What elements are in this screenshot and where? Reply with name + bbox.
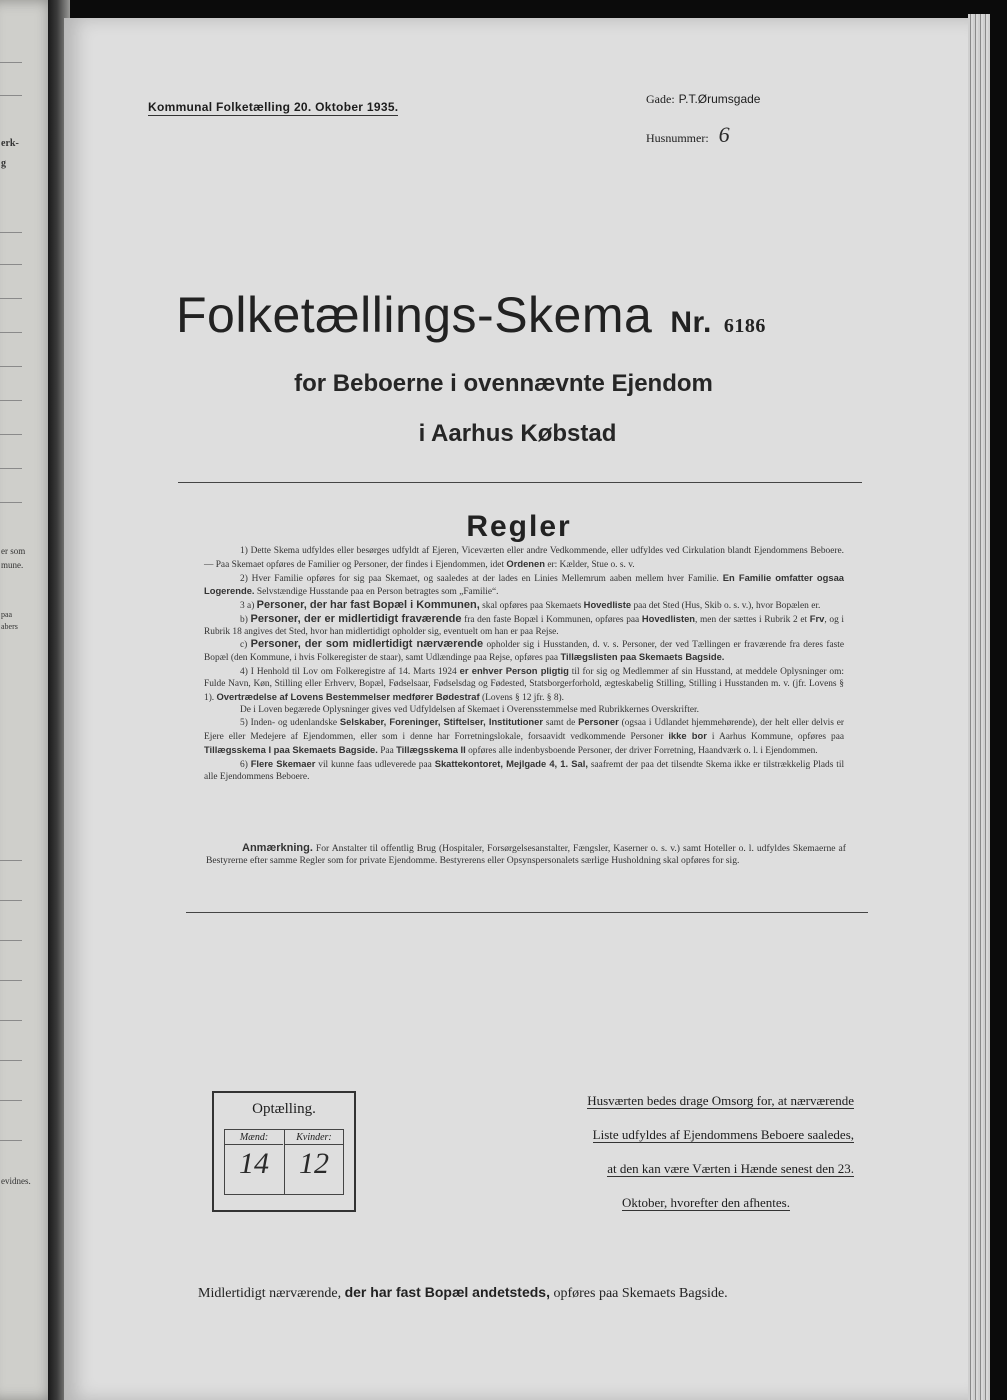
notice-line: at den kan være Værten i Hænde senest den 23. [607,1161,854,1176]
rule-text: , og i Rubrik 18 angives det Sted, hvor han midlertidigt opholder sig, eventuelt om han er paa Rejse. [204,614,845,637]
rule-text: (Lovens § 12 jfr. § 8). [481,692,564,703]
rule-text: vil kunne faas udleverede paa [318,759,432,770]
form-title-main: Folketællings-Skema [176,287,653,343]
street-field [646,92,760,107]
count-men-column [225,1130,283,1194]
count-women-label: Kvinder: [285,1132,343,1145]
left-rule [0,1140,22,1141]
rule-text: fra den faste Bopæl i Kommunen, opføres paa [464,614,640,625]
left-fragment: erk- [1,138,19,149]
rule-3b [204,613,844,639]
rule-emphasis: Personer, der har fast Bopæl i Kommunen, [256,599,480,612]
count-box-table [224,1129,344,1195]
rule-text: skal opføres paa Skemaets [482,601,582,612]
rule-4-note [204,705,844,717]
notice-line: Liste udfyldes af Ejendommens Beboere saaledes, [592,1127,854,1142]
count-men-label: Mænd: [225,1132,283,1145]
rule-2 [204,572,844,600]
footer-text: opføres paa Skemaets Bagside. [553,1286,728,1301]
rule-text: (ogsaa i Udlandet hjemmehørende), der helt eller delvis er Ejere eller Medejere af Ejendommen, eller som i denne har Forretningslokale, forsaavidt vedkommende Personer [204,718,845,743]
page-edges [968,14,990,1400]
rule-emphasis: Personer [578,716,619,728]
rules-heading: Regler [466,510,572,543]
rule-text: opføres alle indenbysboende Personer, der driver Forretning, Haandværk o. l. i Ejendommen. [468,745,818,756]
form-title [176,286,766,344]
rule-emphasis: Frv [809,612,825,624]
rule-3a [204,599,844,613]
left-fragment: abers [1,622,18,631]
annotation-note [206,842,846,867]
left-rule [0,264,22,265]
rule-text: c) [240,639,248,650]
footer-text: Midlertidigt nærværende, [198,1286,342,1301]
count-women-column [284,1130,343,1194]
left-rule [0,900,22,901]
left-rule [0,400,22,401]
rule-text: b) [240,614,248,625]
form-nr-label: Nr. [670,306,712,339]
rule-emphasis: Overtrædelse af Lovens Bestemmelser medfører Bødestraf [216,690,480,702]
divider-top [178,482,862,483]
rule-text: saafremt der paa det tilsendte Skema ikke er tilstrækkelig Plads til alle Ejendommens Beboere. [204,759,845,782]
left-fragment: paa [1,610,13,619]
left-rule [0,1100,22,1101]
rule-text: 4) I Henhold til Lov om Folkeregistre af 14. Marts 1924 [240,667,457,678]
left-fragment: er som [1,546,26,556]
rule-3c [204,639,844,666]
left-rule [0,468,22,469]
rule-text: til for sig og Medlemmer af sin Husstand, at meddele Oplysninger om: Fulde Navn, Køn, Stilling eller Erhverv, Bopæl, Fødselsaar, Fødselsdag og Fødested, Statsborgerforhold, ægteskabelig Stilling, Stilling i Husstanden m. v. (jfr. Lovens § 1). [204,667,845,703]
rule-text: er: Kælder, Stue o. s. v. [547,559,635,570]
left-rule [0,62,22,63]
left-rule [0,366,22,367]
rule-emphasis: Personer, der som midlertidigt nærværende [250,637,484,650]
count-women-value: 12 [299,1147,329,1180]
left-rule [0,332,22,333]
rule-emphasis: Flere Skemaer [250,757,316,769]
divider-bottom [186,912,868,913]
rule-emphasis: Tillægsskema II [396,743,466,755]
footer-instruction [198,1284,728,1302]
left-rule [0,232,22,233]
left-fragment: g [1,158,6,169]
left-rule [0,1020,22,1021]
census-header: Kommunal Folketælling 20. Oktober 1935. [148,100,399,114]
rule-emphasis: Hovedlisten [641,612,696,624]
rule-4 [204,665,844,704]
rule-text: De i Loven begærede Oplysninger gives ved Udfyldelsen af Skemaet i Overensstemmelse med Rubrikkernes Overskrifter. [240,704,699,715]
rule-6 [204,758,844,784]
left-fragment: mune. [1,560,24,570]
rule-text: opholder sig i Husstanden, d. v. s. Personer, der ved Tællingen er fraværende fra deres faste Bopæl (den Kommune, i hvis Folkeregister de staar), samt Udlændinge paa Rejse, opføres paa [204,639,845,664]
left-rule [0,940,22,941]
rule-text: 5) Inden- og udenlandske [240,718,338,729]
left-rule [0,980,22,981]
left-rule [0,298,22,299]
rule-text: 6) [240,759,248,770]
count-box-heading: Optælling. [252,1101,316,1117]
rule-emphasis: En Familie omfatter ogsaa Logerende. [204,571,844,597]
rule-emphasis: Personer, der er midlertidigt fraværende [250,612,462,625]
left-rule [0,95,22,96]
rule-5 [204,716,844,757]
rule-text: Paa [380,745,394,756]
left-rule [0,502,22,503]
rule-text: samt de [545,718,576,729]
rule-emphasis: ikke bor [668,730,707,742]
rule-emphasis: er enhver Person pligtig [459,665,569,677]
street-label: Gade: [646,92,675,106]
rule-text: 3 a) [240,601,255,612]
rule-text: , men der sættes i Rubrik 2 et [695,614,808,625]
count-box [212,1091,356,1212]
rule-text: 2) Hver Familie opføres for sig paa Skemaet, og saaledes at der lades en Linies Mellemrum aaben mellem hver Familie. [240,573,719,584]
form-number: 6186 [723,315,766,337]
house-number-field [646,122,730,148]
street-value: P.T.Ørumsgade [678,92,761,106]
rule-emphasis: Selskaber, Foreninger, Stiftelser, Institutioner [339,716,544,728]
rule-text: paa det Sted (Hus, Skib o. s. v.), hvor Bopælen er. [633,601,821,612]
house-number-value: 6 [718,122,730,147]
footer-emphasis: der har fast Bopæl andetsteds, [344,1284,550,1300]
count-men-value: 14 [239,1147,269,1180]
rule-emphasis: Tillægslisten paa Skemaets Bagside. [560,651,725,663]
annotation-label: Anmærkning. [242,842,313,854]
annotation-text: For Anstalter til offentlig Brug (Hospitaler, Forsørgelsesanstalter, Fængsler, Kaserner o. s. v.) samt Hoteller o. l. udfyldes Skemaerne af Bestyrerne efter samme Regler som for private Ejendomme. Bestyrerens eller Opsynspersonalets særlige Husholdning skal opføres for sig. [206,843,846,866]
house-number-label: Husnummer: [646,131,709,145]
left-fragment: evidnes. [1,1176,31,1186]
left-rule [0,860,22,861]
rule-text: 1) Dette Skema udfyldes eller besørges udfyldt af Ejeren, Viceværten eller andre Vedkommende, eller udfyldes ved Cirkulation blandt Ejendommens Beboere. — Paa Skemaet opføres de Familier og Personer, der findes i Ejendommen, idet [204,546,844,570]
notice-line: Husværten bedes drage Omsorg for, at nærværende [587,1093,854,1108]
form-subtitle-1: for Beboerne i ovennævnte Ejendom [294,370,713,397]
rule-text: i Aarhus Kommune, opføres paa [711,732,845,743]
rule-emphasis: Hovedliste [583,599,632,611]
notice-line: Oktober, hvorefter den afhentes. [621,1195,790,1210]
rule-emphasis: Ordenen [506,557,545,569]
rule-text: Selvstændige Husstande paa en Person betragtes som „Familie“. [256,587,499,598]
rule-emphasis: Skattekontoret, Mejlgade 4, 1. Sal, [434,757,588,769]
rule-1 [204,546,844,572]
left-rule [0,1060,22,1061]
rules-body [204,546,844,783]
rule-emphasis: Tillægsskema I paa Skemaets Bagside. [204,743,378,755]
form-subtitle-2: i Aarhus Købstad [418,420,617,447]
